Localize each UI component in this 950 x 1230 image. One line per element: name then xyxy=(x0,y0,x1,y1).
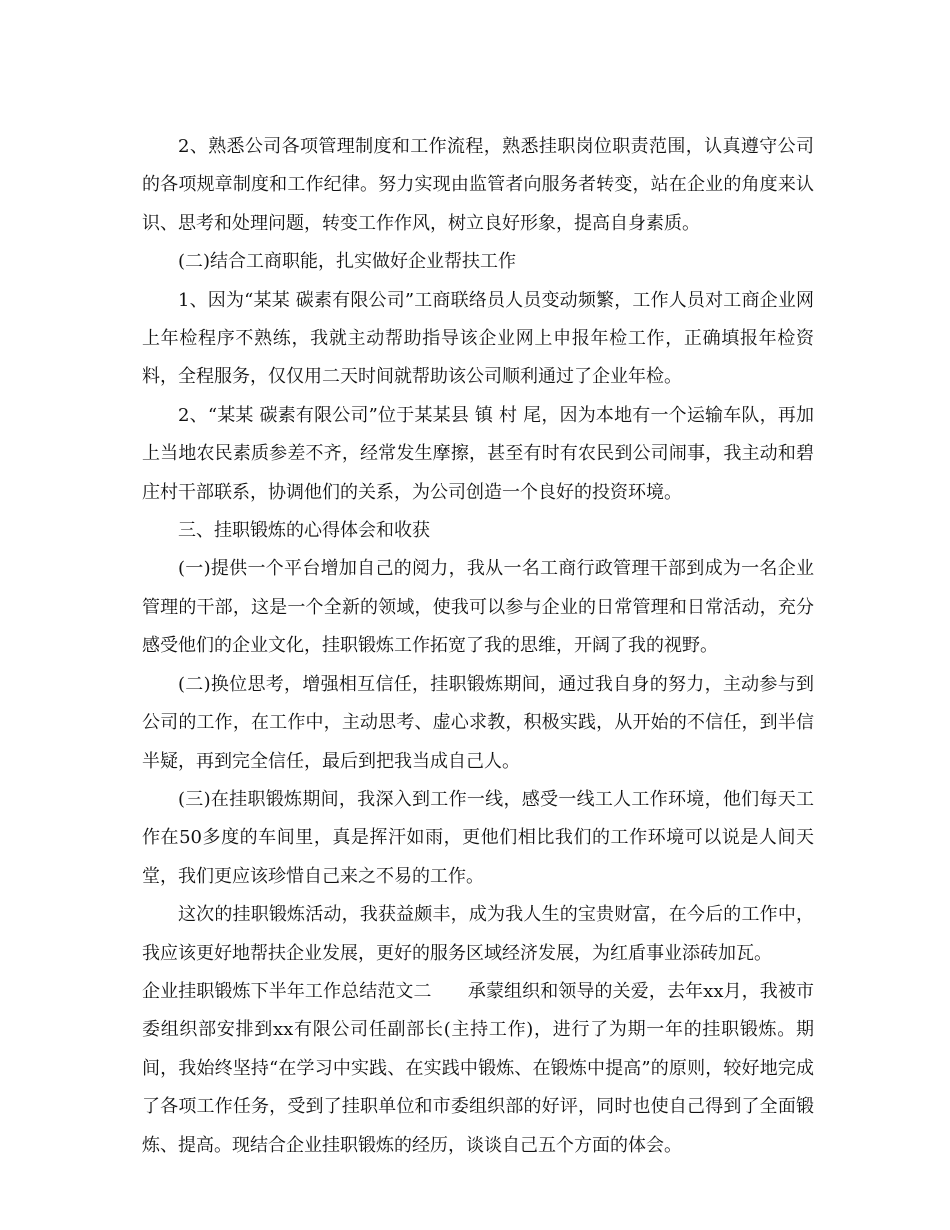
paragraph-1: 2、熟悉公司各项管理制度和工作流程，熟悉挂职岗位职责范围，认真遵守公司的各项规章制度和工作纪律。努力实现由监管者向服务者转变，站在企业的角度来认识、思考和处理问题，转变工作作风，树立良好形象，提高自身素质。 xyxy=(142,136,814,234)
paragraph-7: (二)换位思考，增强相互信任，挂职锻炼期间，通过我自身的努力，主动参与到公司的工作，在工作中，主动思考、虚心求教，积极实践，从开始的不信任，到半信半疑，再到完全信任，最后到把我当成自己人。 xyxy=(142,673,814,772)
paragraph-6: (一)提供一个平台增加自己的阅力，我从一名工商行政管理干部到成为一名企业管理的干部，这是一个全新的领域，使我可以参与企业的日常管理和日常活动，充分感受他们的企业文化，挂职锻炼工作拓宽了我的思维，开阔了我的视野。 xyxy=(142,558,814,657)
paragraph-10: 企业挂职锻炼下半年工作总结范文二 承蒙组织和领导的关爱，去年xx月，我被市委组织部安排到xx有限公司任副部长(主持工作)，进行了为期一年的挂职锻炼。期间，我始终坚持“在学习中实践、在实践中锻炼、在锻炼中提高”的原则，较好地完成了各项工作任务，受到了挂职单位和市委组织部的好评，同时也使自己得到了全面锻炼、提高。现结合企业挂职锻炼的经历，谈谈自己五个方面的体会。 xyxy=(142,980,814,1156)
paragraph-8: (三)在挂职锻炼期间，我深入到工作一线，感受一线工人工作环境，他们每天工作在50多度的车间里，真是挥汗如雨，更他们相比我们的工作环境可以说是人间天堂，我们更应该珍惜自己来之不易的工作。 xyxy=(142,788,814,887)
paragraph-3: 1、因为“某某 碳素有限公司”工商联络员人员变动频繁，工作人员对工商企业网上年检程序不熟练，我就主动帮助指导该企业网上申报年检工作，正确填报年检资料，全程服务，仅仅用二天时间就帮助该公司顺利通过了企业年检。 xyxy=(142,289,814,388)
section-heading-2: (二)结合工商职能，扎实做好企业帮扶工作 xyxy=(178,251,517,273)
document-body xyxy=(142,128,814,1165)
section-heading-3: 三、挂职锻炼的心得体会和收获 xyxy=(178,520,430,542)
paragraph-9: 这次的挂职锻炼活动，我获益颇丰，成为我人生的宝贵财富，在今后的工作中，我应该更好地帮扶企业发展，更好的服务区域经济发展，为红盾事业添砖加瓦。 xyxy=(142,904,814,964)
paragraph-4: 2、“某某 碳素有限公司”位于某某县 镇 村 尾，因为本地有一个运输车队，再加上当地农民素质参差不齐，经常发生摩擦，甚至有时有农民到公司闹事，我主动和碧庄村干部联系，协调他们的关系，为公司创造一个良好的投资环境。 xyxy=(142,404,814,503)
